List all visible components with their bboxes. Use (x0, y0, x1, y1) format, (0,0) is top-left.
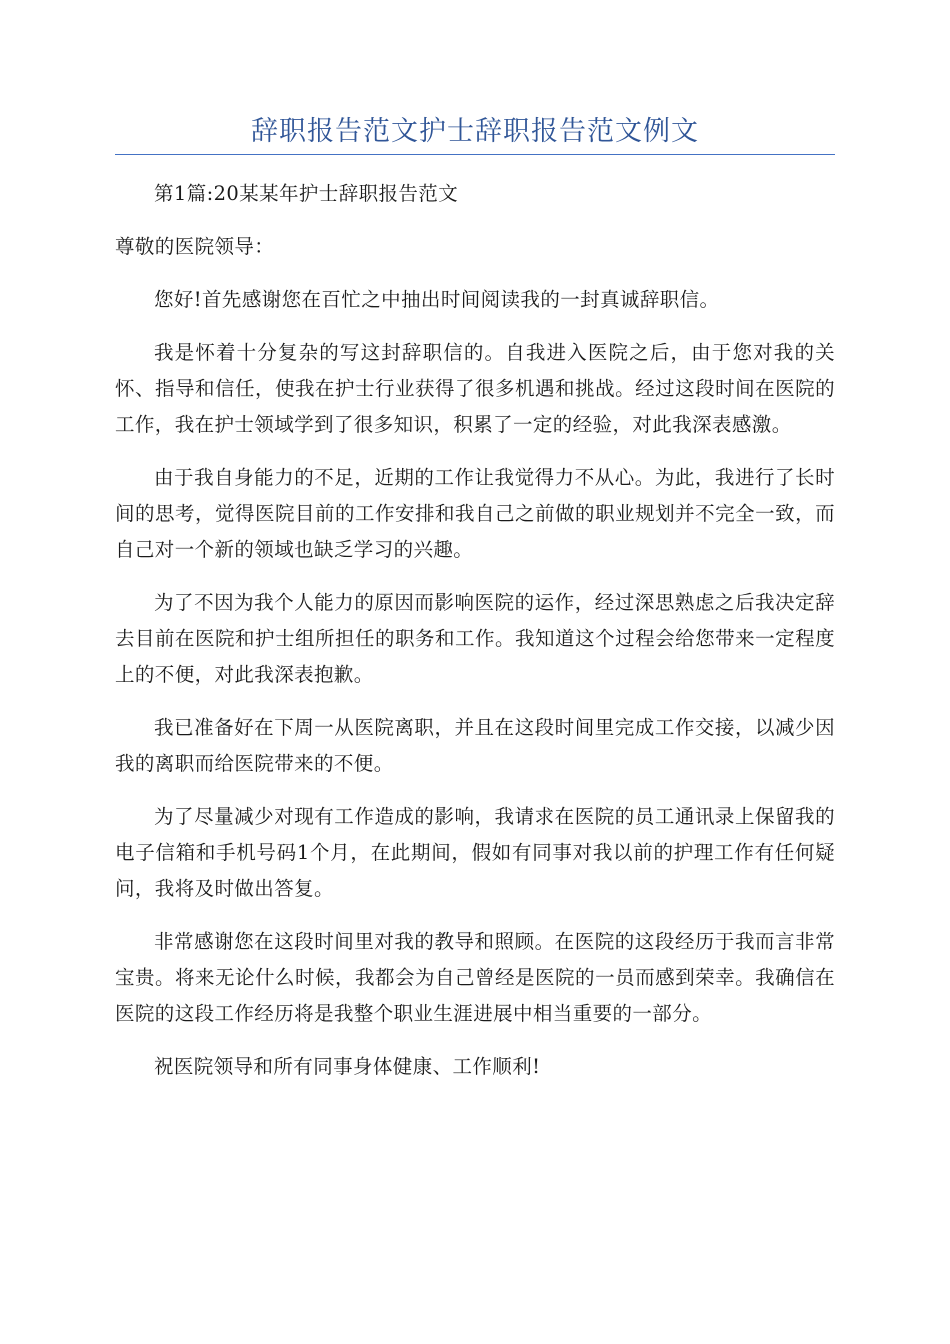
paragraph-gratitude: 我是怀着十分复杂的写这封辞职信的。自我进入医院之后，由于您对我的关怀、指导和信任，使我在护士行业获得了很多机遇和挑战。经过这段时间在医院的工作，我在护士领域学到了很多知识，积累了一定的经验，对此我深表感激。 (115, 341, 835, 436)
paragraph-reason: 由于我自身能力的不足，近期的工作让我觉得力不从心。为此，我进行了长时间的思考，觉得医院目前的工作安排和我自己之前做的职业规划并不完全一致，而自己对一个新的领域也缺乏学习的兴趣。 (115, 466, 835, 561)
paragraph-wishes: 祝医院领导和所有同事身体健康、工作顺利! (154, 1055, 541, 1078)
document-title: 辞职报告范文护士辞职报告范文例文 (251, 116, 699, 147)
paragraph-contact-request: 为了尽量减少对现有工作造成的影响，我请求在医院的员工通讯录上保留我的电子信箱和手机号码1个月，在此期间，假如有同事对我以前的护理工作有任何疑问，我将及时做出答复。 (115, 805, 835, 900)
title-underline (115, 154, 835, 155)
paragraph-greeting: 您好!首先感谢您在百忙之中抽出时间阅读我的一封真诚辞职信。 (154, 288, 720, 311)
paragraph-thanks: 非常感谢您在这段时间里对我的教导和照顾。在医院的这段经历于我而言非常宝贵。将来无论什么时候，我都会为自己曾经是医院的一员而感到荣幸。我确信在医院的这段工作经历将是我整个职业生涯进展中相当重要的一部分。 (115, 930, 835, 1025)
paragraph-decision: 为了不因为我个人能力的原因而影响医院的运作，经过深思熟虑之后我决定辞去目前在医院和护士组所担任的职务和工作。我知道这个过程会给您带来一定程度上的不便，对此我深表抱歉。 (115, 591, 835, 686)
paragraph-handover: 我已准备好在下周一从医院离职，并且在这段时间里完成工作交接，以减少因我的离职而给医院带来的不便。 (115, 716, 835, 775)
document-body (115, 176, 835, 1102)
section-heading: 第1篇:20某某年护士辞职报告范文 (154, 182, 459, 205)
salutation: 尊敬的医院领导： (115, 235, 275, 258)
